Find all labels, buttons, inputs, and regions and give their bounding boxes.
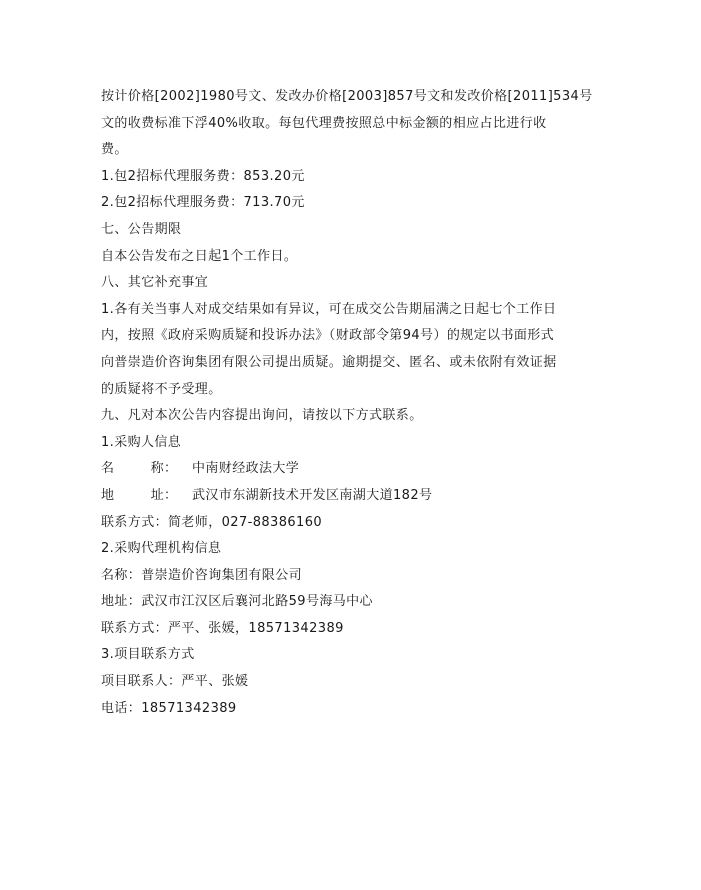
section-7-heading: 七、公告期限 (101, 221, 182, 237)
section-8-para-line-4: 的质疑将不予受理。 (101, 381, 222, 397)
project-contact-person: 项目联系人：严平、张媛 (101, 674, 249, 690)
announcement-body (101, 84, 609, 722)
section-8-heading: 八、其它补充事宜 (101, 275, 209, 291)
section-8-para-line-3: 向普崇造价咨询集团有限公司提出质疑。逾期提交、匿名、或未依附有效证据 (101, 354, 557, 370)
purchaser-name-row (101, 456, 609, 483)
purchaser-name-label: 名 称： (101, 461, 178, 477)
purchaser-contact: 联系方式：简老师，027-88386160 (101, 514, 323, 530)
fee-item-2: 2.包2招标代理服务费：713.70元 (101, 195, 305, 211)
section-7-body: 自本公告发布之日起1个工作日。 (101, 248, 298, 264)
purchaser-address-label: 地 址： (101, 487, 178, 503)
agency-address: 地址：武汉市江汉区后襄河北路59号海马中心 (101, 594, 373, 610)
fee-basis-line-2: 文的收费标准下浮40%收取。每包代理费按照总中标金额的相应占比进行收 (101, 115, 547, 131)
purchaser-address-row (101, 483, 609, 510)
section-9-heading: 九、凡对本次公告内容提出询问，请按以下方式联系。 (101, 408, 423, 424)
fee-item-1: 1.包2招标代理服务费：853.20元 (101, 168, 305, 184)
purchaser-address-value: 武汉市东湖新技术开发区南湖大道182号 (192, 487, 433, 503)
agency-heading: 2.采购代理机构信息 (101, 541, 222, 557)
purchaser-heading: 1.采购人信息 (101, 434, 182, 450)
purchaser-name-value: 中南财经政法大学 (192, 461, 300, 477)
fee-basis-line-3: 费。 (101, 142, 128, 158)
project-contact-phone: 电话：18571342389 (101, 700, 237, 716)
section-8-para-line-1: 1.各有关当事人对成交结果如有异议，可在成交公告期届满之日起七个工作日 (101, 301, 557, 317)
project-contact-heading: 3.项目联系方式 (101, 647, 195, 663)
fee-basis-line-1: 按计价格[2002]1980号文、发改办价格[2003]857号文和发改价格[2011]534号 (101, 89, 593, 104)
section-8-para-line-2: 内，按照《政府采购质疑和投诉办法》（财政部令第94号）的规定以书面形式 (101, 328, 555, 344)
agency-name: 名称：普崇造价咨询集团有限公司 (101, 567, 303, 583)
agency-contact: 联系方式：严平、张媛，18571342389 (101, 620, 344, 636)
